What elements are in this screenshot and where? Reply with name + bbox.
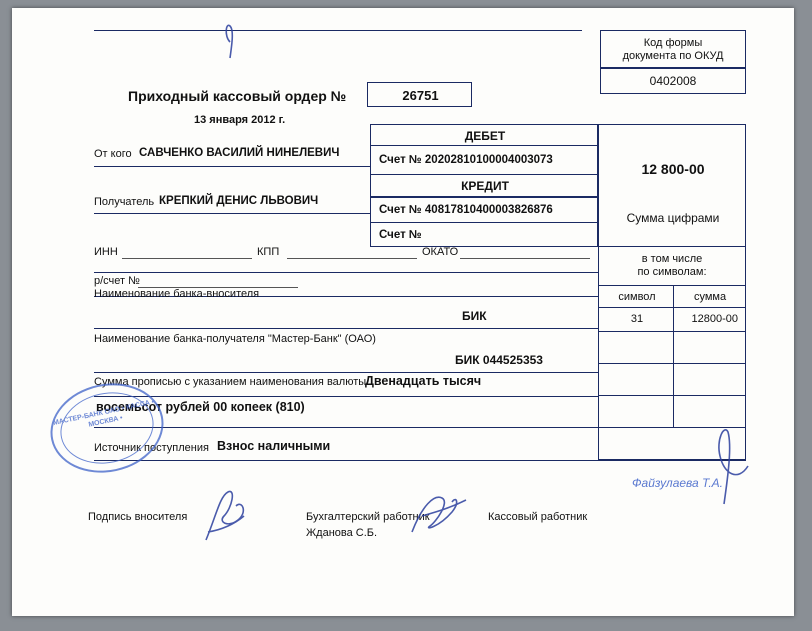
symbol-empty-cell-1 — [598, 332, 674, 364]
sign-payer-label: Подпись вносителя — [88, 511, 188, 523]
including-line2: по символам: — [637, 266, 707, 278]
cashier-signature-name: Файзулаева Т.А. — [632, 476, 723, 490]
summa-empty-cell-1 — [674, 332, 746, 364]
summa-header-cell — [674, 286, 746, 308]
receiver-label: Получатель — [94, 196, 155, 208]
kpp-field[interactable] — [287, 258, 417, 259]
kpp-label: КПП — [257, 246, 280, 258]
summa-empty-cell-2 — [674, 364, 746, 396]
from-row-rule — [94, 166, 370, 167]
symbol-value: 31 — [630, 313, 644, 325]
kredit-label: КРЕДИТ — [461, 179, 509, 193]
rschet-label: р/счет № — [94, 275, 140, 287]
empty-account-label: Счет № — [379, 229, 422, 241]
from-label: От кого — [94, 148, 132, 160]
okato-label: ОКАТО — [422, 246, 459, 258]
kredit-account-cell — [370, 197, 598, 223]
okud-code: 0402008 — [649, 74, 697, 88]
top-margin-mark — [212, 22, 252, 62]
okato-field[interactable] — [460, 258, 590, 259]
amount-words-line2: восемьсот рублей 00 копеек (810) — [96, 400, 305, 414]
receiver-row-rule — [94, 213, 370, 214]
bank-receiver-row-rule — [94, 372, 598, 373]
bank-stamp-text: МАСТЕР-БАНК ОАО • КАССА • МОСКВА • — [52, 398, 155, 429]
cash-receipt-order-form — [12, 8, 794, 616]
debet-account-cell — [370, 145, 598, 175]
summa-empty-cell-3 — [674, 396, 746, 428]
bank-stamp — [42, 373, 172, 483]
empty-account-cell — [370, 223, 598, 247]
symbol-header-cell — [598, 286, 674, 308]
order-date: 13 января 2012 г. — [194, 114, 286, 126]
summa-header: сумма — [693, 291, 727, 303]
okud-label-line1: Код формы — [643, 37, 703, 49]
bik-label: БИК — [462, 309, 487, 323]
amount-words-rule-1 — [94, 396, 598, 397]
order-number-box — [367, 82, 472, 107]
source-value: Взнос наличными — [217, 439, 331, 453]
cashier-label: Кассовый работник — [488, 511, 588, 523]
accountant-label: Бухгалтерский работник — [306, 511, 430, 523]
amount-words-line1: Двенадцать тысяч — [365, 374, 482, 388]
amount-digits-label: Сумма цифрами — [626, 211, 720, 225]
okud-code-box — [600, 68, 746, 94]
debet-label: ДЕБЕТ — [464, 129, 506, 143]
debet-header-cell — [370, 124, 598, 145]
from-value: САВЧЕНКО ВАСИЛИЙ НИНЕЛЕВИЧ — [139, 147, 340, 159]
symbol-empty-cell-2 — [598, 364, 674, 396]
including-line1: в том числе — [641, 253, 703, 265]
accountant-name: Жданова С.Б. — [306, 527, 378, 539]
bank-payer-row-rule — [94, 328, 598, 329]
including-cell — [598, 247, 746, 286]
source-row-rule — [94, 460, 746, 461]
okud-label-line2: документа по ОКУД — [622, 50, 724, 62]
amount-digits: 12 800-00 — [641, 161, 705, 177]
summa-value-cell — [674, 308, 746, 332]
inn-row-rule — [94, 272, 598, 273]
amount-digits-cell — [598, 124, 746, 247]
bank-payer-label: Наименование банка-вносителя — [94, 288, 260, 300]
summa-value: 12800-00 — [691, 313, 738, 325]
okud-label-box — [600, 30, 746, 68]
symbol-value-cell — [598, 308, 674, 332]
symbol-header: символ — [618, 291, 656, 303]
cashier-signature — [702, 426, 762, 508]
top-rule — [94, 30, 582, 31]
order-number: 26751 — [402, 88, 439, 103]
document-page — [12, 8, 794, 616]
amount-words-label: Сумма прописью с указанием наименования валюты — [94, 376, 367, 388]
kredit-account: Счет № 40817810400003826876 — [379, 204, 553, 216]
form-title: Приходный кассовый ордер № — [128, 88, 347, 104]
kredit-header-cell — [370, 175, 598, 197]
symbol-empty-cell-3 — [598, 396, 674, 428]
inn-field[interactable] — [122, 258, 252, 259]
amount-words-rule-2 — [94, 427, 598, 428]
bik-receiver: БИК 044525353 — [455, 353, 543, 367]
payer-signature — [198, 486, 268, 546]
accountant-signature — [408, 488, 478, 540]
source-label: Источник поступления — [94, 442, 209, 454]
receiver-value: КРЕПКИЙ ДЕНИС ЛЬВОВИЧ — [159, 195, 319, 207]
debet-account: Счет № 20202810100004003073 — [379, 154, 553, 166]
inn-label: ИНН — [94, 246, 118, 258]
bank-receiver-label: Наименование банка-получателя "Мастер-Банк" (ОАО) — [94, 333, 376, 345]
